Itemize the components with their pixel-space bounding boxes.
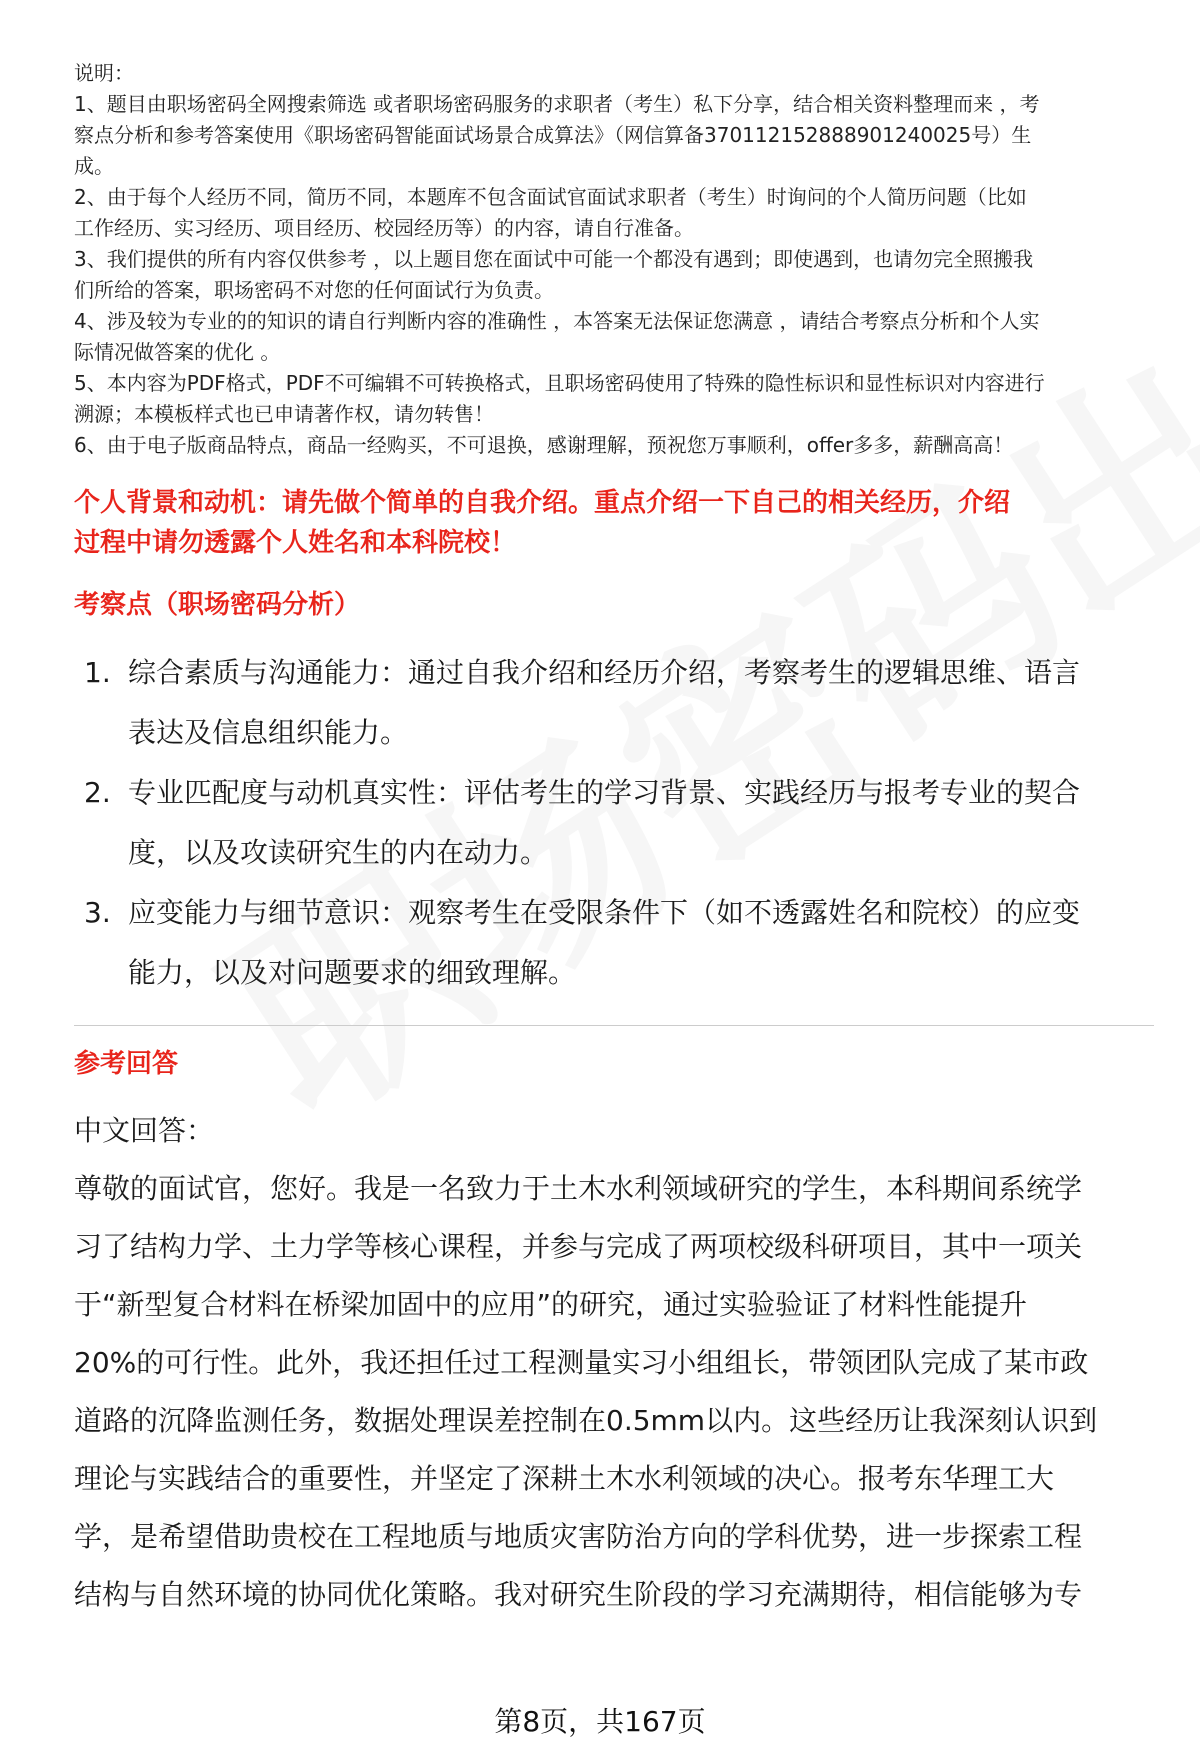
- point-line: 专业匹配度与动机真实性：评估考生的学习背景、实践经历与报考专业的契合: [128, 776, 1081, 809]
- notes-line: 溯源；本模板样式也已申请著作权，请勿转售！: [74, 402, 494, 426]
- point-number: 2.: [84, 776, 111, 809]
- point-line: 综合素质与沟通能力：通过自我介绍和经历介绍，考察考生的逻辑思维、语言: [128, 656, 1081, 689]
- point-number: 1.: [84, 656, 111, 689]
- notes-line: 工作经历、实习经历、项目经历、校园经历等）的内容，请自行准备。: [74, 216, 694, 240]
- point-line: 度，以及攻读研究生的内在动力。: [128, 836, 549, 869]
- page-number: 第8页，共167页: [494, 1705, 706, 1738]
- document-page: [74, 58, 1154, 1624]
- answer-line: 学，是希望借助贵校在工程地质与地质灾害防治方向的学科优势，进一步探索工程: [74, 1520, 1083, 1553]
- question-line: 个人背景和动机：请先做个简单的自我介绍。重点介绍一下自己的相关经历，介绍: [74, 488, 1011, 518]
- analysis-point: [74, 763, 1154, 883]
- question-line: 过程中请勿透露个人姓名和本科院校！: [74, 528, 517, 558]
- analysis-heading: 考察点（职场密码分析）: [74, 590, 361, 620]
- notes-line: 6、由于电子版商品特点，商品一经购买，不可退换，感谢理解，预祝您万事顺利，offer多多，薪酬高高！: [74, 433, 1014, 457]
- section-divider: [74, 1025, 1154, 1026]
- disclaimer-notes: [74, 58, 1154, 461]
- notes-line: 成。: [74, 154, 114, 178]
- answer-line: 理论与实践结合的重要性，并坚定了深耕土木水利领域的决心。报考东华理工大: [74, 1462, 1055, 1495]
- notes-line: 察点分析和参考答案使用《职场密码智能面试场景合成算法》（网信算备370112152888901240025号）生: [74, 123, 1032, 147]
- analysis-point: [74, 883, 1154, 1003]
- point-line: 应变能力与细节意识：观察考生在受限条件下（如不透露姓名和院校）的应变: [128, 896, 1081, 929]
- answer-line: 于“新型复合材料在桥梁加固中的应用”的研究，通过实验验证了材料性能提升: [74, 1288, 1028, 1321]
- answer-line: 习了结构力学、土力学等核心课程，并参与完成了两项校级科研项目，其中一项关: [74, 1230, 1083, 1263]
- notes-line: 3、我们提供的所有内容仅供参考 ，以上题目您在面试中可能一个都没有遇到；即使遇到，也请勿完全照搬我: [74, 247, 1034, 271]
- analysis-point: [74, 643, 1154, 763]
- point-line: 表达及信息组织能力。: [128, 716, 409, 749]
- reference-answer: [74, 1102, 1154, 1624]
- interview-question: [74, 483, 1154, 563]
- point-number: 3.: [84, 896, 111, 929]
- notes-line: 1、题目由职场密码全网搜索筛选 或者职场密码服务的求职者（考生）私下分享，结合相关资料整理而来 ，考: [74, 92, 1040, 116]
- analysis-points: [74, 643, 1154, 1003]
- notes-line: 5、本内容为PDF格式，PDF不可编辑不可转换格式，且职场密码使用了特殊的隐性标识和显性标识对内容进行: [74, 371, 1045, 395]
- answer-line: 尊敬的面试官，您好。我是一名致力于土木水利领域研究的学生，本科期间系统学: [74, 1172, 1083, 1205]
- answer-line: 中文回答：: [74, 1114, 215, 1147]
- point-line: 能力，以及对问题要求的细致理解。: [128, 956, 577, 989]
- notes-line: 们所给的答案，职场密码不对您的任何面试行为负责。: [74, 278, 554, 302]
- answer-line: 结构与自然环境的协同优化策略。我对研究生阶段的学习充满期待，相信能够为专: [74, 1578, 1083, 1611]
- notes-line: 际情况做答案的优化 。: [74, 340, 281, 364]
- notes-line: 2、由于每个人经历不同，简历不同，本题库不包含面试官面试求职者（考生）时询问的个人简历问题（比如: [74, 185, 1027, 209]
- answer-heading: 参考回答: [74, 1049, 179, 1079]
- answer-line: 道路的沉降监测任务，数据处理误差控制在0.5mm以内。这些经历让我深刻认识到: [74, 1404, 1098, 1437]
- notes-title: 说明：: [74, 61, 134, 85]
- notes-line: 4、涉及较为专业的的知识的请自行判断内容的准确性 ，本答案无法保证您满意 ，请结合考察点分析和个人实: [74, 309, 1040, 333]
- answer-line: 20%的可行性。此外，我还担任过工程测量实习小组组长，带领团队完成了某市政: [74, 1346, 1089, 1379]
